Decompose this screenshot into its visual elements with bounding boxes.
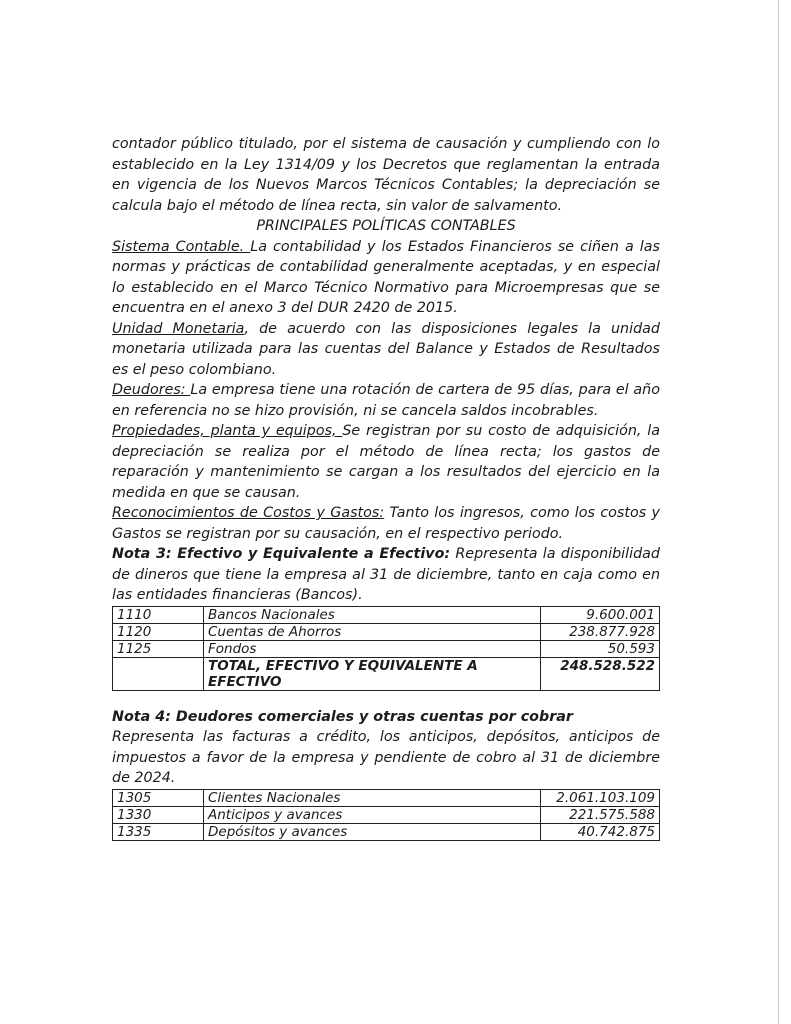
nota3-paragraph xyxy=(112,544,660,606)
account-amount: 40.742.875 xyxy=(541,823,660,840)
account-description: Anticipos y avances xyxy=(204,806,541,823)
spacer xyxy=(112,691,660,707)
intro-paragraph: contador público titulado, por el sistema de causación y cumpliendo con lo establecido en la Ley 1314/09 y los Decretos que reglamentan la entrada en vigencia de los Nuevos Marcos Técnicos Contables; la depreciación se calcula bajo el método de línea recta, sin valor de salvamento. xyxy=(112,136,660,214)
policy-label: Propiedades, planta y equipos, xyxy=(112,423,343,439)
policy-label: Reconocimientos de Costos y Gastos: xyxy=(112,505,385,521)
document-page xyxy=(112,134,660,841)
policy-costos-gastos xyxy=(112,503,660,544)
policies-title: PRINCIPALES POLÍTICAS CONTABLES xyxy=(256,218,516,234)
table-row xyxy=(113,623,660,640)
account-amount: 9.600.001 xyxy=(541,606,660,623)
nota3-text: Representa la disponibilidad de dineros que tiene la empresa al 31 de diciembre, tanto en caja como en las entidades financieras (Bancos). xyxy=(112,546,661,603)
account-description: Fondos xyxy=(204,640,541,657)
table-row xyxy=(113,789,660,806)
policy-label: Deudores: xyxy=(112,382,191,398)
account-code: 1335 xyxy=(113,823,204,840)
policy-text: La empresa tiene una rotación de cartera de 95 días, para el año en referencia no se hizo provisión, ni se cancela saldos incobrables. xyxy=(112,382,660,419)
empty-cell xyxy=(113,657,204,690)
policy-label: Unidad Monetaria xyxy=(112,320,245,337)
policy-propiedades xyxy=(112,421,660,503)
policy-text: Se registran por su costo de adquisición, la depreciación se realiza por el método de línea recta; los gastos de reparación y mantenimiento se cargan a los resultados del ejercicio en la medida en que se causan. xyxy=(112,423,660,501)
policy-deudores xyxy=(112,380,660,421)
account-code: 1125 xyxy=(113,640,204,657)
policy-sistema-contable xyxy=(112,237,660,319)
account-code: 1120 xyxy=(113,623,204,640)
nota4-title: Nota 4: Deudores comerciales y otras cuentas por cobrar xyxy=(112,708,573,725)
account-description: Cuentas de Ahorros xyxy=(204,623,541,640)
table-row xyxy=(113,823,660,840)
table-row xyxy=(113,606,660,623)
account-amount: 221.575.588 xyxy=(541,806,660,823)
total-label: TOTAL, EFECTIVO Y EQUIVALENTE A EFECTIVO xyxy=(204,657,541,690)
account-amount: 2.061.103.109 xyxy=(541,789,660,806)
account-amount: 238.877.928 xyxy=(541,623,660,640)
account-code: 1305 xyxy=(113,789,204,806)
total-amount: 248.528.522 xyxy=(541,657,660,690)
nota4-table xyxy=(112,789,660,841)
scan-page-edge xyxy=(778,0,779,1024)
policy-label: Sistema Contable. xyxy=(112,238,251,255)
account-description: Bancos Nacionales xyxy=(204,606,541,623)
policy-text: , de acuerdo con las disposiciones legales la unidad monetaria utilizada para las cuentas del Balance y Estados de Resultados es el peso colombiano. xyxy=(112,320,660,378)
account-code: 1330 xyxy=(113,806,204,823)
policy-unidad-monetaria xyxy=(112,319,660,381)
policy-text: La contabilidad y los Estados Financieros se ciñen a las normas y prácticas de contabilidad generalmente aceptadas, y en especial lo establecido en el Marco Técnico Normativo para Microempresas que se encuentra en el anexo 3 del DUR 2420 de 2015. xyxy=(112,238,660,316)
table-row xyxy=(113,806,660,823)
account-code: 1110 xyxy=(113,606,204,623)
table-row xyxy=(113,640,660,657)
policy-text: Tanto los ingresos, como los costos y Gastos se registran por su causación, en el respectivo periodo. xyxy=(112,505,660,542)
table-total-row xyxy=(113,657,660,690)
account-description: Depósitos y avances xyxy=(204,823,541,840)
nota4-paragraph: Representa las facturas a crédito, los anticipos, depósitos, anticipos de impuestos a favor de la empresa y pendiente de cobro al 31 de diciembre de 2024. xyxy=(112,729,660,786)
account-description: Clientes Nacionales xyxy=(204,789,541,806)
nota3-title: Nota 3: Efectivo y Equivalente a Efectivo: xyxy=(112,546,451,562)
nota3-table xyxy=(112,606,660,691)
account-amount: 50.593 xyxy=(541,640,660,657)
